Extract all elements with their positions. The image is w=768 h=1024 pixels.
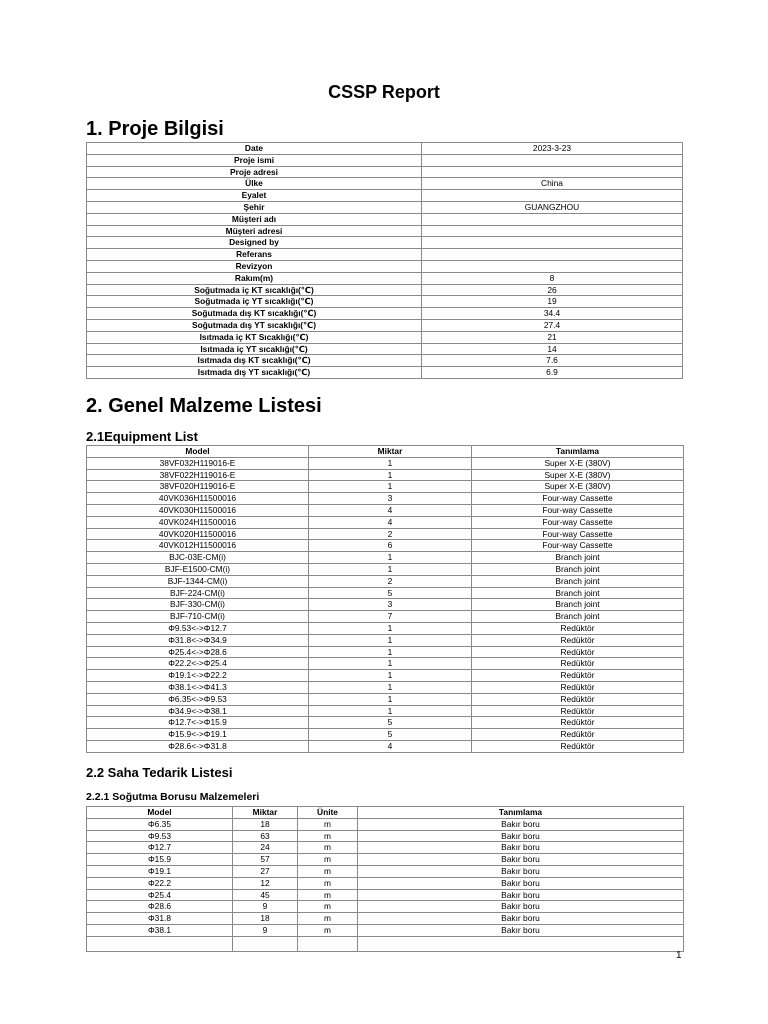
table-cell: Redüktör <box>472 740 684 752</box>
table-cell-empty <box>358 936 684 951</box>
table-cell: Φ12.7<->Φ15.9 <box>87 717 309 729</box>
table-row <box>87 249 683 261</box>
info-label: Soğutmada iç YT sıcaklığı(℃) <box>87 296 422 308</box>
table-cell: Φ22.2 <box>87 877 233 889</box>
table-cell: Redüktör <box>472 705 684 717</box>
table-row <box>87 343 683 355</box>
table-cell: 18 <box>233 818 298 830</box>
table-row <box>87 516 684 528</box>
section-heading-proje-bilgisi: 1. Proje Bilgisi <box>86 118 224 140</box>
table-cell: 4 <box>309 740 472 752</box>
table-cell: Branch joint <box>472 599 684 611</box>
table-cell: 2 <box>309 575 472 587</box>
info-label: Isıtmada iç YT sıcaklığı(℃) <box>87 343 422 355</box>
table-cell: Super X-E (380V) <box>472 481 684 493</box>
table-cell: 1 <box>309 705 472 717</box>
table-cell-empty <box>87 936 233 951</box>
table-cell: m <box>298 877 358 889</box>
table-cell: 1 <box>309 469 472 481</box>
table-cell: BJF-330-CM(i) <box>87 599 309 611</box>
table-cell: 45 <box>233 889 298 901</box>
table-row <box>87 213 683 225</box>
table-cell: Φ15.9<->Φ19.1 <box>87 729 309 741</box>
refrigerant-pipe-table <box>86 806 684 952</box>
table-cell: 9 <box>233 924 298 936</box>
table-cell: Super X-E (380V) <box>472 457 684 469</box>
table-cell: Bakır boru <box>358 877 684 889</box>
table-cell: Φ9.53<->Φ12.7 <box>87 622 309 634</box>
table-cell: 1 <box>309 658 472 670</box>
info-value <box>422 154 683 166</box>
equipment-list-table <box>86 445 684 753</box>
table-cell: Φ25.4<->Φ28.6 <box>87 646 309 658</box>
table-cell: 40VK036H11500016 <box>87 493 309 505</box>
info-value: 19 <box>422 296 683 308</box>
table-row <box>87 622 684 634</box>
table-cell: m <box>298 865 358 877</box>
table-row <box>87 924 684 936</box>
table-row <box>87 854 684 866</box>
table-cell: Four-way Cassette <box>472 516 684 528</box>
info-label: Isıtmada dış KT sıcaklığı(℃) <box>87 355 422 367</box>
table-cell: Bakır boru <box>358 913 684 925</box>
table-cell: 1 <box>309 481 472 493</box>
table-row <box>87 190 683 202</box>
table-row <box>87 705 684 717</box>
table-row <box>87 599 684 611</box>
page-title: CSSP Report <box>328 82 440 102</box>
table-row <box>87 587 684 599</box>
table-cell: Φ15.9 <box>87 854 233 866</box>
table-row <box>87 166 683 178</box>
info-value <box>422 225 683 237</box>
info-value: 26 <box>422 284 683 296</box>
table-row <box>87 729 684 741</box>
table-cell: 4 <box>309 504 472 516</box>
table-cell: Bakır boru <box>358 901 684 913</box>
table-cell: Redüktör <box>472 646 684 658</box>
table-row <box>87 272 683 284</box>
info-label: Şehir <box>87 201 422 213</box>
info-label: Designed by <box>87 237 422 249</box>
table-row <box>87 319 683 331</box>
table-cell: Φ38.1<->Φ41.3 <box>87 681 309 693</box>
column-header: Miktar <box>309 446 472 458</box>
table-row <box>87 201 683 213</box>
table-cell: Φ34.9<->Φ38.1 <box>87 705 309 717</box>
info-value <box>422 237 683 249</box>
table-cell: Redüktör <box>472 670 684 682</box>
table-row <box>87 611 684 623</box>
info-value: 14 <box>422 343 683 355</box>
table-cell: 4 <box>309 516 472 528</box>
info-label: Soğutmada dış YT sıcaklığı(℃) <box>87 319 422 331</box>
table-cell: 57 <box>233 854 298 866</box>
section-heading-genel-malzeme: 2. Genel Malzeme Listesi <box>86 395 322 417</box>
table-cell: Φ12.7 <box>87 842 233 854</box>
table-cell: Φ6.35<->Φ9.53 <box>87 693 309 705</box>
info-label: Soğutmada iç KT sıcaklığı(℃) <box>87 284 422 296</box>
table-cell: Redüktör <box>472 622 684 634</box>
table-cell: Four-way Cassette <box>472 528 684 540</box>
table-header-row <box>87 807 684 819</box>
table-cell: 3 <box>309 493 472 505</box>
table-cell: Branch joint <box>472 563 684 575</box>
table-row <box>87 540 684 552</box>
table-cell: 38VF020H119016-E <box>87 481 309 493</box>
table-cell: m <box>298 854 358 866</box>
table-cell: Redüktör <box>472 729 684 741</box>
table-cell: m <box>298 818 358 830</box>
table-cell: Bakır boru <box>358 889 684 901</box>
table-cell: 63 <box>233 830 298 842</box>
table-row <box>87 865 684 877</box>
table-row <box>87 646 684 658</box>
table-cell-empty <box>233 936 298 951</box>
project-info-table <box>86 142 683 379</box>
table-row <box>87 552 684 564</box>
info-label: Isıtmada dış YT sıcaklığı(℃) <box>87 367 422 379</box>
table-cell: m <box>298 913 358 925</box>
table-cell: 38VF022H119016-E <box>87 469 309 481</box>
column-header: Ünite <box>298 807 358 819</box>
subsection-heading-saha-tedarik: 2.2 Saha Tedarik Listesi <box>86 765 233 780</box>
table-row <box>87 877 684 889</box>
column-header: Tanımlama <box>358 807 684 819</box>
table-row <box>87 308 683 320</box>
table-row <box>87 889 684 901</box>
table-cell: Branch joint <box>472 575 684 587</box>
info-value <box>422 166 683 178</box>
table-row <box>87 901 684 913</box>
table-row <box>87 260 683 272</box>
table-cell: m <box>298 901 358 913</box>
table-cell: Branch joint <box>472 552 684 564</box>
table-cell: 1 <box>309 563 472 575</box>
info-value: 6.9 <box>422 367 683 379</box>
table-cell: m <box>298 830 358 842</box>
table-cell: m <box>298 924 358 936</box>
info-label: Eyalet <box>87 190 422 202</box>
info-label: Müşteri adresi <box>87 225 422 237</box>
table-cell: Bakır boru <box>358 830 684 842</box>
table-row <box>87 658 684 670</box>
table-row <box>87 457 684 469</box>
table-cell: Redüktör <box>472 717 684 729</box>
table-cell: 1 <box>309 681 472 693</box>
table-row <box>87 237 683 249</box>
info-value: GUANGZHOU <box>422 201 683 213</box>
info-value: China <box>422 178 683 190</box>
table-cell: Bakır boru <box>358 842 684 854</box>
table-cell: Φ38.1 <box>87 924 233 936</box>
table-cell: 2 <box>309 528 472 540</box>
table-row <box>87 740 684 752</box>
table-row <box>87 693 684 705</box>
table-cell: 27 <box>233 865 298 877</box>
table-row <box>87 225 683 237</box>
table-row <box>87 493 684 505</box>
table-cell: Φ31.8<->Φ34.9 <box>87 634 309 646</box>
info-label: Soğutmada dış KT sıcaklığı(℃) <box>87 308 422 320</box>
info-value <box>422 190 683 202</box>
table-cell-empty <box>298 936 358 951</box>
table-cell: Φ28.6 <box>87 901 233 913</box>
table-cell: 5 <box>309 587 472 599</box>
table-cell: m <box>298 842 358 854</box>
table-cell: Φ31.8 <box>87 913 233 925</box>
table-row <box>87 154 683 166</box>
table-cell: 24 <box>233 842 298 854</box>
table-cell: BJF-224-CM(i) <box>87 587 309 599</box>
table-row <box>87 670 684 682</box>
table-cell: 7 <box>309 611 472 623</box>
table-cell: 1 <box>309 693 472 705</box>
table-cell: 3 <box>309 599 472 611</box>
info-value: 34.4 <box>422 308 683 320</box>
table-cell: Super X-E (380V) <box>472 469 684 481</box>
table-cell: Bakır boru <box>358 854 684 866</box>
table-cell: 1 <box>309 634 472 646</box>
table-row <box>87 634 684 646</box>
table-cell: 1 <box>309 646 472 658</box>
table-row <box>87 717 684 729</box>
table-row <box>87 575 684 587</box>
info-label: Referans <box>87 249 422 261</box>
info-label: Ülke <box>87 178 422 190</box>
table-cell: 40VK020H11500016 <box>87 528 309 540</box>
info-label: Revizyon <box>87 260 422 272</box>
table-cell: Four-way Cassette <box>472 493 684 505</box>
table-cell: Redüktör <box>472 658 684 670</box>
table-row <box>87 528 684 540</box>
table-cell: Redüktör <box>472 681 684 693</box>
table-cell: 40VK012H11500016 <box>87 540 309 552</box>
info-label: Proje ismi <box>87 154 422 166</box>
table-cell: Bakır boru <box>358 865 684 877</box>
table-cell: BJF-E1500-CM(i) <box>87 563 309 575</box>
column-header: Tanımlama <box>472 446 684 458</box>
table-cell: Bakır boru <box>358 818 684 830</box>
info-value: 21 <box>422 331 683 343</box>
table-cell: BJC-03E-CM(i) <box>87 552 309 564</box>
table-cell: BJF-1344-CM(i) <box>87 575 309 587</box>
info-value: 8 <box>422 272 683 284</box>
table-cell: 5 <box>309 729 472 741</box>
table-cell: m <box>298 889 358 901</box>
table-cell: Four-way Cassette <box>472 504 684 516</box>
subsection-heading-equipment-list: 2.1Equipment List <box>86 429 198 444</box>
table-cell: 1 <box>309 670 472 682</box>
table-row <box>87 296 683 308</box>
table-row <box>87 481 684 493</box>
table-cell: 38VF032H119016-E <box>87 457 309 469</box>
column-header: Model <box>87 446 309 458</box>
info-label: Proje adresi <box>87 166 422 178</box>
table-row <box>87 504 684 516</box>
table-cell: 40VK024H11500016 <box>87 516 309 528</box>
table-row <box>87 913 684 925</box>
table-row <box>87 331 683 343</box>
table-cell: 40VK030H11500016 <box>87 504 309 516</box>
table-cell: Φ19.1 <box>87 865 233 877</box>
table-cell: Φ22.2<->Φ25.4 <box>87 658 309 670</box>
table-row-empty <box>87 936 684 951</box>
column-header: Miktar <box>233 807 298 819</box>
table-cell: BJF-710-CM(i) <box>87 611 309 623</box>
page-number: 1 <box>676 950 682 961</box>
table-row <box>87 469 684 481</box>
table-row <box>87 355 683 367</box>
table-cell: 1 <box>309 622 472 634</box>
table-cell: Φ9.53 <box>87 830 233 842</box>
info-value: 2023-3-23 <box>422 143 683 155</box>
info-label: Isıtmada iç KT Sıcaklığı(℃) <box>87 331 422 343</box>
table-cell: Φ6.35 <box>87 818 233 830</box>
table-cell: 12 <box>233 877 298 889</box>
table-cell: 6 <box>309 540 472 552</box>
column-header: Model <box>87 807 233 819</box>
table-cell: 1 <box>309 552 472 564</box>
info-label: Date <box>87 143 422 155</box>
table-cell: Redüktör <box>472 634 684 646</box>
table-cell: Redüktör <box>472 693 684 705</box>
table-cell: Φ25.4 <box>87 889 233 901</box>
info-value <box>422 249 683 261</box>
table-cell: Branch joint <box>472 587 684 599</box>
table-row <box>87 563 684 575</box>
table-header-row <box>87 446 684 458</box>
table-row <box>87 367 683 379</box>
info-value <box>422 260 683 272</box>
table-row <box>87 830 684 842</box>
table-cell: 1 <box>309 457 472 469</box>
table-cell: Bakır boru <box>358 924 684 936</box>
table-cell: Branch joint <box>472 611 684 623</box>
info-value <box>422 213 683 225</box>
table-row <box>87 284 683 296</box>
table-cell: 18 <box>233 913 298 925</box>
info-value: 27.4 <box>422 319 683 331</box>
table-cell: 5 <box>309 717 472 729</box>
table-row <box>87 178 683 190</box>
info-label: Müşteri adı <box>87 213 422 225</box>
info-value: 7.6 <box>422 355 683 367</box>
table-cell: 9 <box>233 901 298 913</box>
table-row <box>87 842 684 854</box>
table-row <box>87 143 683 155</box>
subsection-heading-sogutma-borusu: 2.2.1 Soğutma Borusu Malzemeleri <box>86 791 260 803</box>
info-label: Rakım(m) <box>87 272 422 284</box>
table-cell: Φ28.6<->Φ31.8 <box>87 740 309 752</box>
table-cell: Φ19.1<->Φ22.2 <box>87 670 309 682</box>
table-cell: Four-way Cassette <box>472 540 684 552</box>
table-row <box>87 681 684 693</box>
table-row <box>87 818 684 830</box>
